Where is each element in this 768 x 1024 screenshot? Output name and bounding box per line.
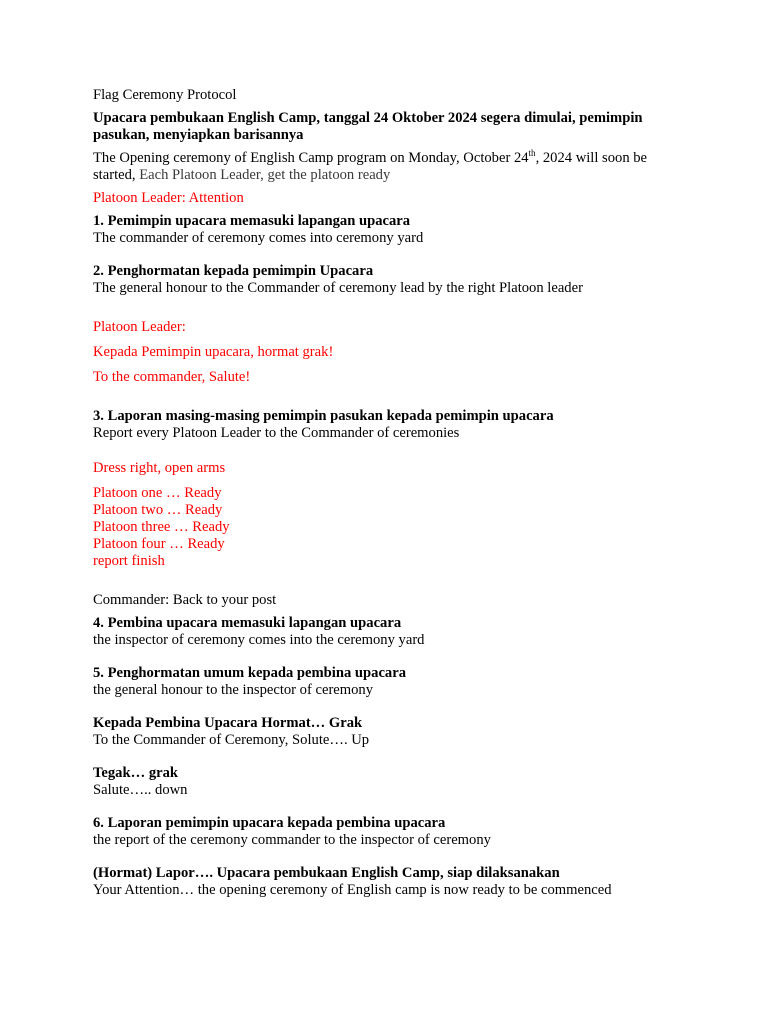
tegak-command: Tegak… grak xyxy=(93,765,179,781)
section-3-title: 3. Laporan masing-masing pemimpin pasukan kepada pemimpin upacara xyxy=(93,408,554,424)
section-1-title: 1. Pemimpin upacara memasuki lapangan upacara xyxy=(93,213,411,229)
platoon-leader-label: Platoon Leader: xyxy=(93,319,186,335)
intro-indonesian: Upacara pembukaan English Camp, tanggal 24 Oktober 2024 segera dimulai, pemimpin pasukan, menyiapkan barisannya xyxy=(93,110,643,143)
platoon-report-item: Platoon two … Ready xyxy=(93,502,223,518)
platoon-report-item: Platoon four … Ready xyxy=(93,536,225,552)
document-page xyxy=(93,87,683,899)
section-5-title: 5. Penghormatan umum kepada pembina upacara xyxy=(93,665,406,681)
platoon-report-item: report finish xyxy=(93,553,165,569)
intro-english-superscript: th xyxy=(528,148,536,159)
tegak-translation: Salute….. down xyxy=(93,782,188,798)
section-6-text: the report of the ceremony commander to the inspector of ceremony xyxy=(93,832,491,848)
hormat-translation: To the Commander of Ceremony, Solute…. Up xyxy=(93,732,370,748)
hormat-command: Kepada Pembina Upacara Hormat… Grak xyxy=(93,715,363,731)
platoon-report-item: Platoon one … Ready xyxy=(93,485,222,501)
section-6-title: 6. Laporan pemimpin upacara kepada pembina upacara xyxy=(93,815,446,831)
attention-command: Platoon Leader: Attention xyxy=(93,190,244,206)
section-4-title: 4. Pembina upacara memasuki lapangan upacara xyxy=(93,615,402,631)
platoon-report-item: Platoon three … Ready xyxy=(93,519,230,535)
lapor-command: (Hormat) Lapor…. Upacara pembukaan English Camp, siap dilaksanakan xyxy=(93,865,560,881)
section-4-text: the inspector of ceremony comes into the ceremony yard xyxy=(93,632,425,648)
section-3-text: Report every Platoon Leader to the Commander of ceremonies xyxy=(93,425,460,441)
dress-command: Dress right, open arms xyxy=(93,460,226,476)
platoon-leader-command-en: To the commander, Salute! xyxy=(93,369,251,385)
intro-english xyxy=(93,150,683,184)
section-2-text: The general honour to the Commander of ceremony lead by the right Platoon leader xyxy=(93,280,583,296)
document-title: Flag Ceremony Protocol xyxy=(93,87,237,103)
intro-english-part-b: , 2024 will soon be started, xyxy=(93,150,648,183)
commander-command: Commander: Back to your post xyxy=(93,592,277,608)
platoon-report-list xyxy=(93,485,683,570)
intro-english-part-c: Each Platoon Leader, get the platoon ready xyxy=(139,167,391,183)
section-2-title: 2. Penghormatan kepada pemimpin Upacara xyxy=(93,263,374,279)
intro-english-part-a: The Opening ceremony of English Camp program on Monday, October 24 xyxy=(93,150,529,166)
section-1-text: The commander of ceremony comes into ceremony yard xyxy=(93,230,424,246)
lapor-translation: Your Attention… the opening ceremony of English camp is now ready to be commenced xyxy=(93,882,612,898)
platoon-leader-command-id: Kepada Pemimpin upacara, hormat grak! xyxy=(93,344,334,360)
section-5-text: the general honour to the inspector of ceremony xyxy=(93,682,374,698)
